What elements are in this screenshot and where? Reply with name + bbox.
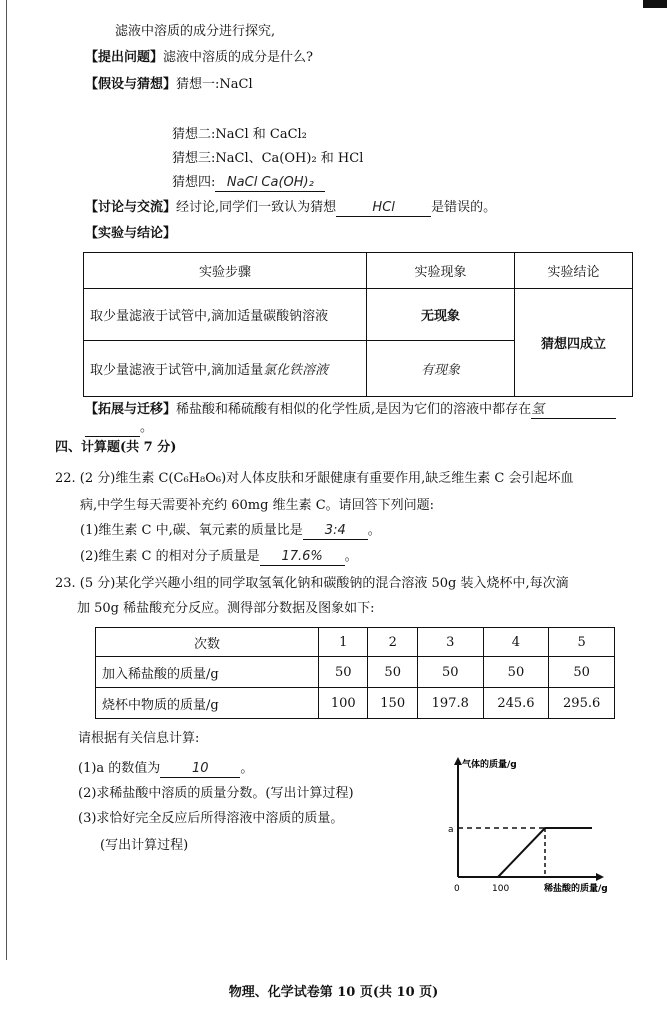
table-cell: 50 xyxy=(319,657,368,688)
hypothesis-1: 猜想一:NaCl xyxy=(176,77,253,92)
hypothesis-label: 【假设与猜想】 xyxy=(85,77,177,92)
extension-answer[interactable]: 氢 xyxy=(531,402,616,419)
q23-part1-text: (1)a 的数值为 xyxy=(78,761,161,776)
q23-part3: (3)求恰好完全反应后所得溶液中溶质的质量。 xyxy=(78,811,344,826)
table-header-4: 4 xyxy=(483,628,549,657)
question-section xyxy=(85,50,313,66)
row1-step: 取少量滤液于试管中,滴加适量碳酸钠溶液 xyxy=(84,289,367,341)
row2-step-answer[interactable]: 氯化铁溶液 xyxy=(263,363,329,378)
q23-part2: (2)求稀盐酸中溶质的质量分数。(写出计算过程) xyxy=(78,786,354,801)
q22-part1-answer[interactable]: 3:4 xyxy=(303,523,368,540)
table-row xyxy=(96,688,615,719)
extension-text: 稀盐酸和稀硫酸有相似的化学性质,是因为它们的溶液中都存在 xyxy=(176,402,532,417)
conclusion-cell: 猜想四成立 xyxy=(515,289,633,397)
extension-label: 【拓展与迁移】 xyxy=(85,402,177,417)
hypothesis-4 xyxy=(172,175,325,192)
table-cell: 50 xyxy=(368,657,417,688)
section-4-title: 四、计算题(共 7 分) xyxy=(55,440,177,455)
q22-part1-text: (1)维生素 C 中,碳、氧元素的质量比是 xyxy=(80,523,303,538)
table-header-2: 2 xyxy=(368,628,417,657)
y-axis-label: 气体的质量/g xyxy=(462,760,517,770)
q22-part2 xyxy=(80,549,358,566)
table-header-5: 5 xyxy=(549,628,615,657)
q23-part1 xyxy=(78,761,253,778)
discussion-suffix: 是错误的。 xyxy=(431,200,497,215)
q22-part2-end: 。 xyxy=(344,549,358,564)
table-header-1: 1 xyxy=(319,628,368,657)
y-axis-arrow xyxy=(454,757,462,765)
question-label: 【提出问题】 xyxy=(85,50,164,65)
row1-phenomenon: 无现象 xyxy=(367,289,515,341)
table-header-3: 3 xyxy=(417,628,483,657)
x-axis-label: 稀盐酸的质量/g xyxy=(544,884,608,894)
table-cell: 50 xyxy=(417,657,483,688)
table-cell: 245.6 xyxy=(483,688,549,719)
discussion-section xyxy=(85,200,496,217)
row-label: 加入稀盐酸的质量/g xyxy=(96,657,319,688)
q23-part3-note: (写出计算过程) xyxy=(100,838,189,853)
extension-end: 。 xyxy=(140,420,154,435)
hypothesis-3: 猜想三:NaCl、Ca(OH)₂ 和 HCl xyxy=(172,151,364,166)
discussion-answer[interactable]: HCl xyxy=(336,200,431,217)
q22-part1-end: 。 xyxy=(367,523,381,538)
table-header-count: 次数 xyxy=(96,628,319,657)
table-cell: 50 xyxy=(549,657,615,688)
table-cell: 197.8 xyxy=(417,688,483,719)
q22-line2: 病,中学生每天需要补充约 60mg 维生素 C。请回答下列问题: xyxy=(80,498,435,513)
scan-margin-line xyxy=(6,0,7,960)
extension-continuation xyxy=(85,420,153,437)
header-conclusion: 实验结论 xyxy=(515,253,633,289)
q23-line2: 加 50g 稀盐酸充分反应。测得部分数据及图象如下: xyxy=(77,601,375,616)
discussion-label: 【讨论与交流】 xyxy=(85,200,177,215)
experiment-label: 【实验与结论】 xyxy=(85,226,177,241)
table-row xyxy=(96,657,615,688)
table-cell: 100 xyxy=(319,688,368,719)
page-footer: 物理、化学试卷第 10 页(共 10 页) xyxy=(228,985,439,1000)
x-axis-arrow xyxy=(596,873,604,881)
header-step: 实验步骤 xyxy=(84,253,367,289)
q22-part1 xyxy=(80,523,381,540)
hypothesis-4-label: 猜想四: xyxy=(172,175,216,190)
hypothesis-2: 猜想二:NaCl 和 CaCl₂ xyxy=(172,127,307,142)
hypothesis-section xyxy=(85,77,253,93)
experiment-table xyxy=(83,252,633,397)
origin-label: 0 xyxy=(454,884,460,894)
q23-intro: 请根据有关信息计算: xyxy=(78,731,200,746)
row2-phenomenon-answer[interactable]: 有现象 xyxy=(367,341,515,397)
table-cell: 50 xyxy=(483,657,549,688)
table-cell: 295.6 xyxy=(549,688,615,719)
intro-line: 滤液中溶质的成分进行探究, xyxy=(115,24,276,39)
question-text: 滤液中溶质的成分是什么? xyxy=(163,50,313,65)
q22-part2-answer[interactable]: 17.6% xyxy=(260,549,345,566)
row2-step xyxy=(84,341,367,397)
q23-line1: 23. (5 分)某化学兴趣小组的同学取氢氧化钠和碳酸钠的混合溶液 50g 装入烧杯中,每次滴 xyxy=(55,576,569,591)
hypothesis-4-answer[interactable]: NaCl Ca(OH)₂ xyxy=(215,175,325,192)
discussion-text: 经讨论,同学们一致认为猜想 xyxy=(176,200,337,215)
extension-section xyxy=(85,402,616,419)
q22-line1: 22. (2 分)维生素 C(C₆H₈O₆)对人体皮肤和牙龈健康有重要作用,缺乏维生素 C 会引起坏血 xyxy=(55,471,574,486)
header-phenomenon: 实验现象 xyxy=(367,253,515,289)
q22-part2-text: (2)维生素 C 的相对分子质量是 xyxy=(80,549,260,564)
gas-mass-graph xyxy=(440,755,640,895)
row-label: 烧杯中物质的质量/g xyxy=(96,688,319,719)
row2-step-text: 取少量滤液于试管中,滴加适量 xyxy=(90,363,264,378)
data-table xyxy=(95,627,615,719)
y-tick-a: a xyxy=(448,825,454,835)
q23-part1-end: 。 xyxy=(240,761,254,776)
scan-corner-mark xyxy=(643,0,667,8)
x-tick-100: 100 xyxy=(492,884,510,894)
q23-part1-answer[interactable]: 10 xyxy=(160,761,240,778)
table-cell: 150 xyxy=(368,688,417,719)
